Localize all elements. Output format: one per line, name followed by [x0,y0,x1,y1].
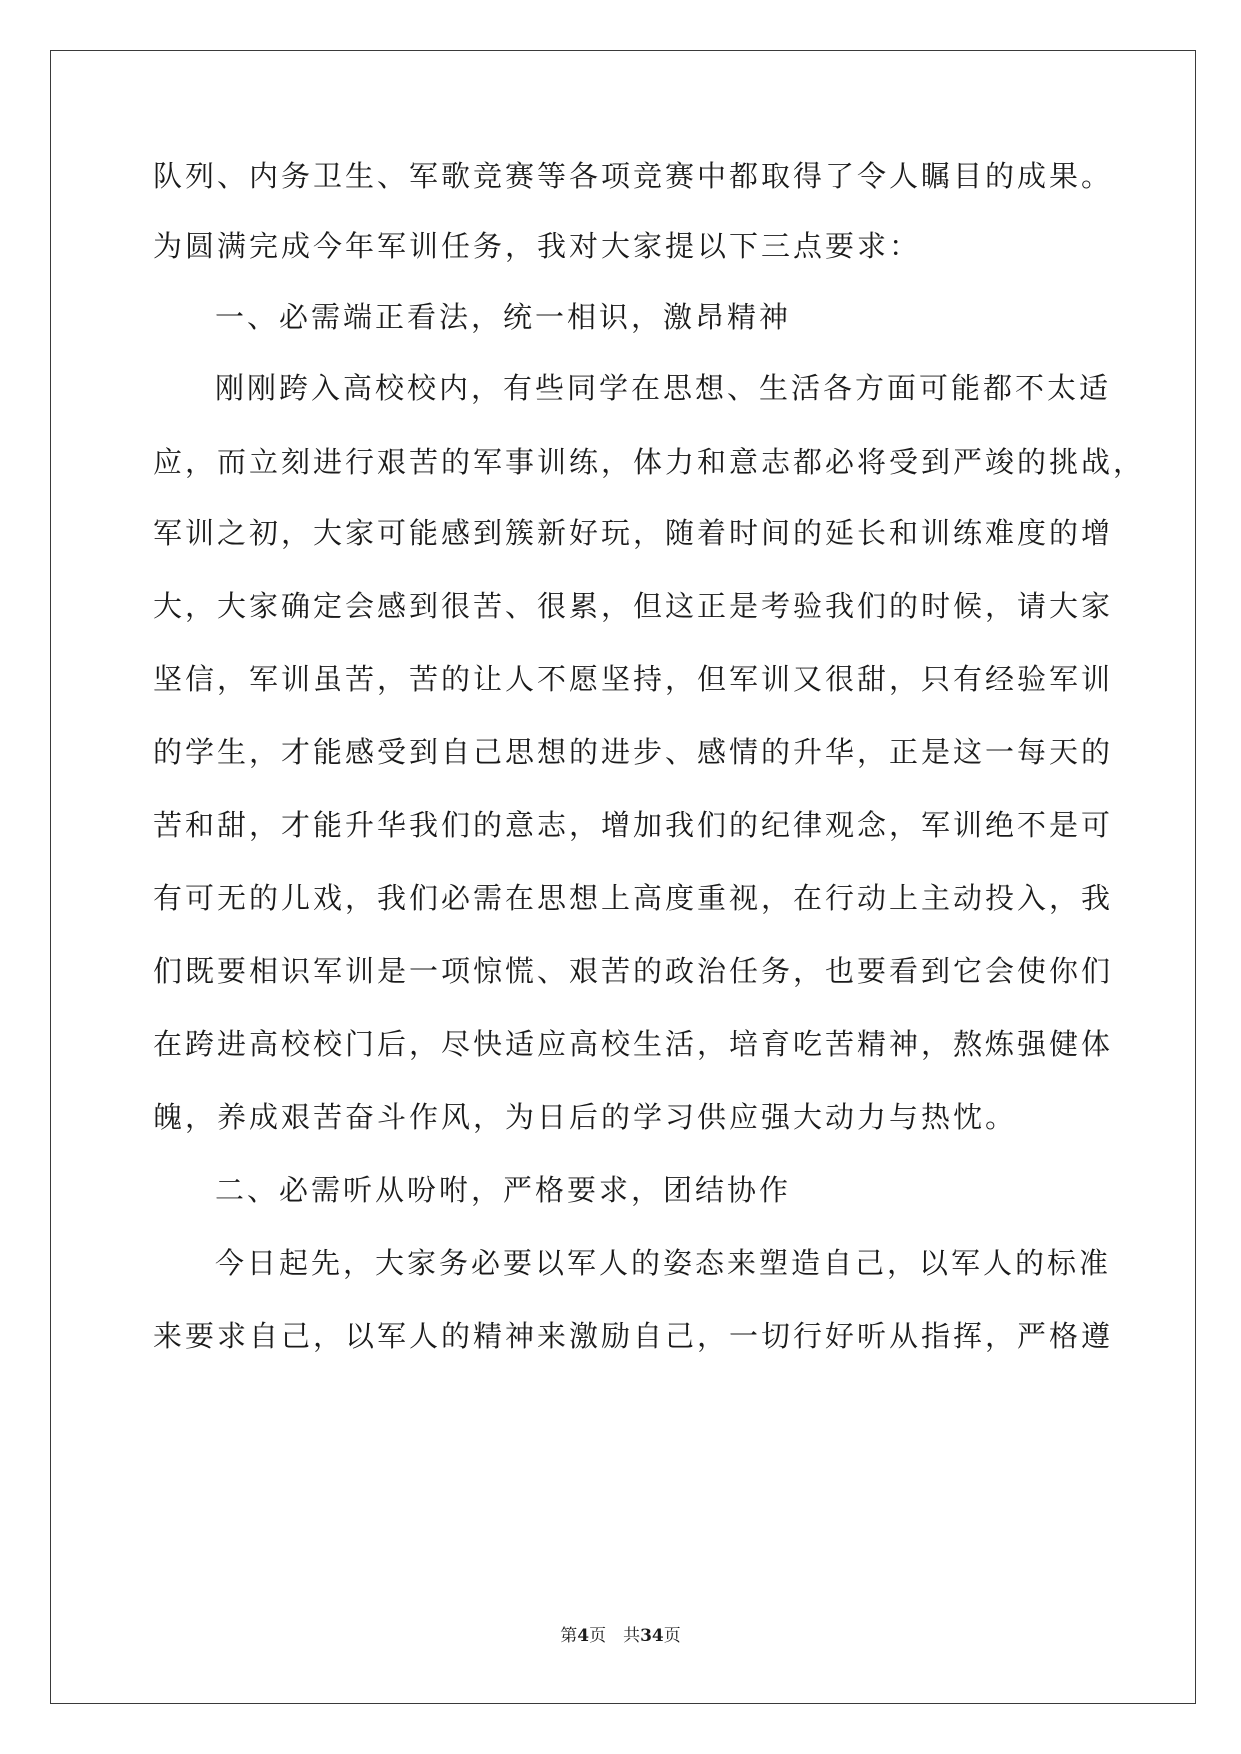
footer-mid: 页 共 [589,1626,641,1646]
body-line: 的学生，才能感受到自己思想的进步、感情的升华，正是这一每天的 [153,735,1114,769]
body-line: 来要求自己，以军人的精神来激励自己，一切行好听从指挥，严格遵 [153,1319,1114,1353]
body-line: 苦和甜，才能升华我们的意志，增加我们的纪律观念，军训绝不是可 [153,808,1114,842]
body-line: 为圆满完成今年军训任务，我对大家提以下三点要求： [153,229,922,263]
body-line: 今日起先，大家务必要以军人的姿态来塑造自己，以军人的标准 [215,1246,1112,1280]
page-footer [0,1621,1241,1646]
body-line: 大，大家确定会感到很苦、很累，但这正是考验我们的时候，请大家 [153,589,1114,623]
current-page-number: 4 [577,1626,590,1646]
body-line: 们既要相识军训是一项惊慌、艰苦的政治任务，也要看到它会使你们 [153,954,1114,988]
footer-prefix: 第 [560,1626,578,1646]
body-line: 军训之初，大家可能感到簇新好玩，随着时间的延长和训练难度的增 [153,516,1114,550]
body-line: 有可无的儿戏，我们必需在思想上高度重视，在行动上主动投入，我 [153,881,1114,915]
body-line: 坚信，军训虽苦，苦的让人不愿坚持，但军训又很甜，只有经验军训 [153,662,1114,696]
total-page-count: 34 [640,1626,664,1646]
body-line: 魄，养成艰苦奋斗作风，为日后的学习供应强大动力与热忱。 [153,1100,1018,1134]
body-line: 在跨进高校校门后，尽快适应高校生活，培育吃苦精神，熬炼强健体 [153,1027,1114,1061]
body-line: 应，而立刻进行艰苦的军事训练，体力和意志都必将受到严竣的挑战， [153,445,1146,479]
section-heading-2: 二、必需听从吩咐，严格要求，团结协作 [215,1173,792,1207]
body-line: 刚刚跨入高校校内，有些同学在思想、生活各方面可能都不太适 [215,371,1112,405]
section-heading-1: 一、必需端正看法，统一相识，激昂精神 [215,300,792,334]
footer-suffix: 页 [663,1626,681,1646]
body-line: 队列、内务卫生、军歌竞赛等各项竞赛中都取得了令人瞩目的成果。 [153,159,1114,193]
